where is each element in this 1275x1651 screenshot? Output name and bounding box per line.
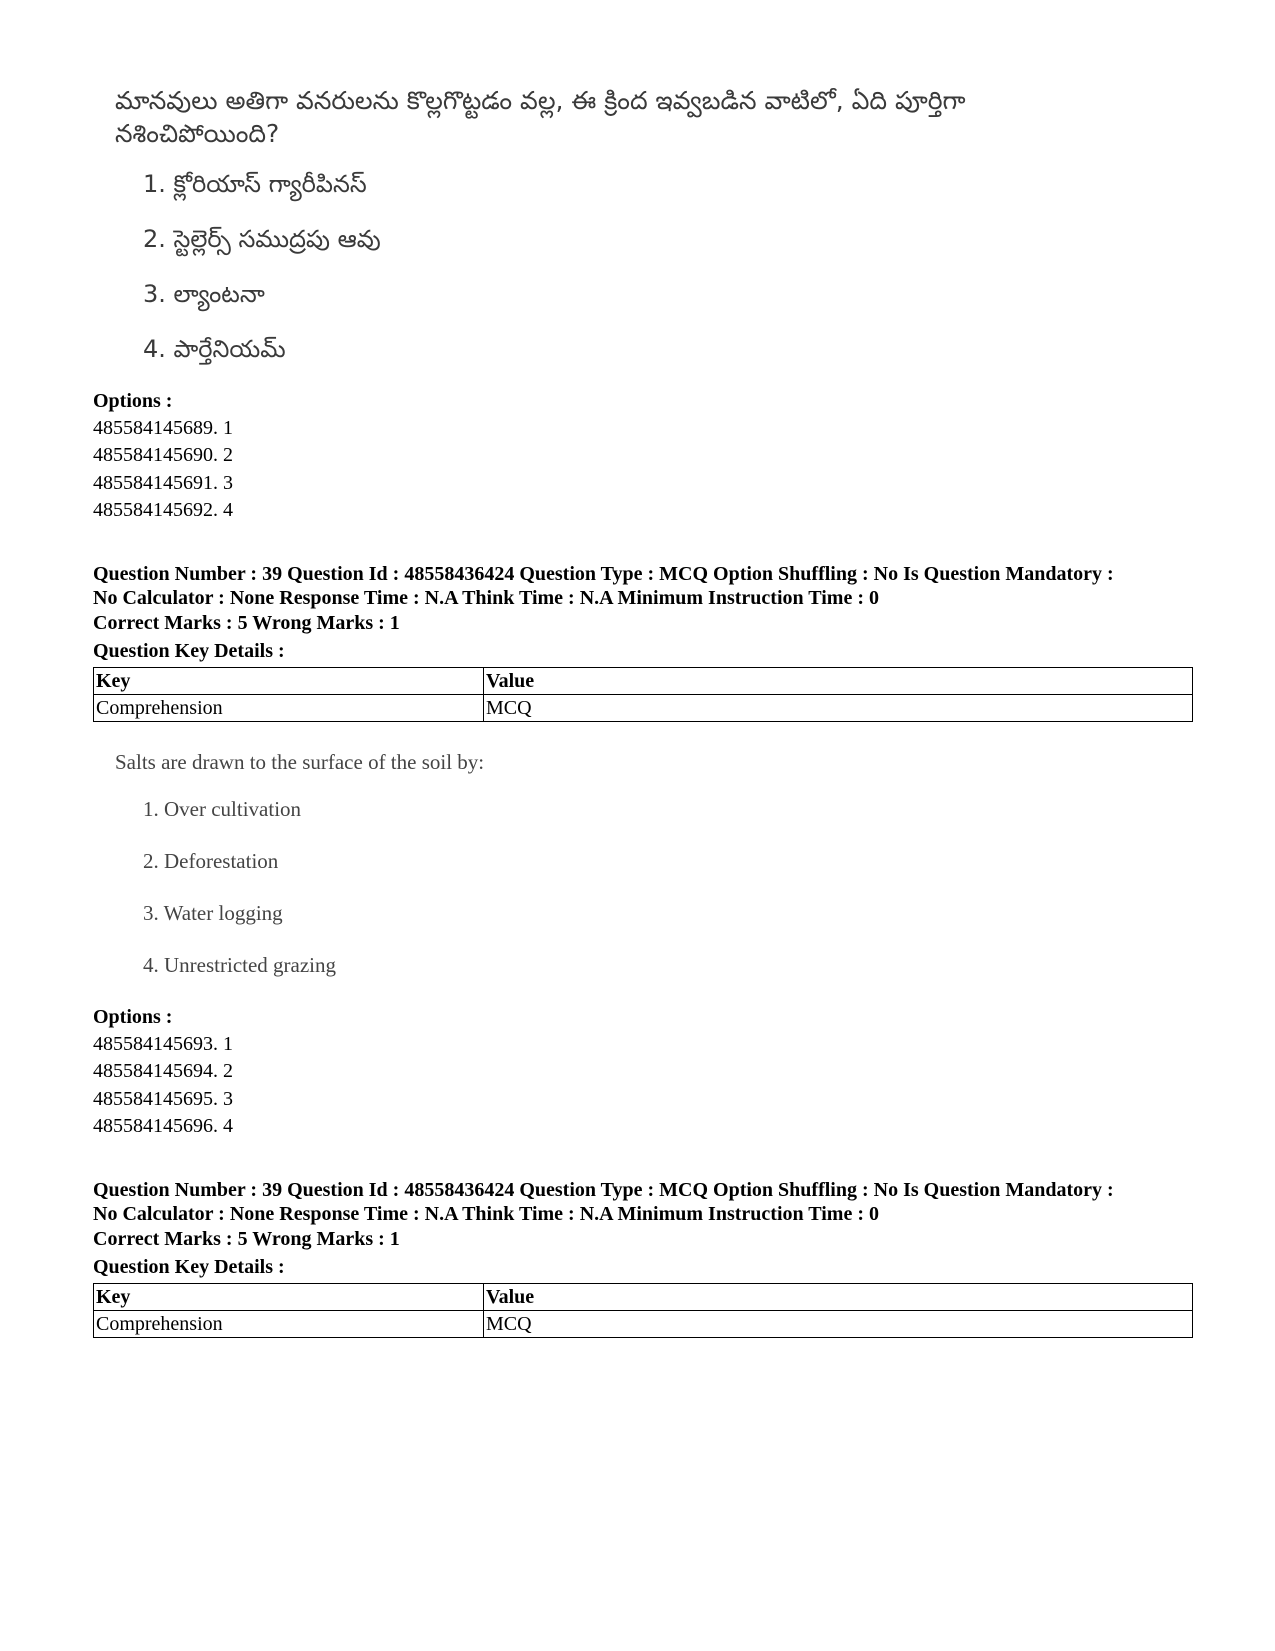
- table-header-key: Key: [94, 668, 484, 695]
- option-id-line: 485584145689. 1: [93, 417, 233, 439]
- option-id-line: 485584145690. 2: [93, 444, 233, 466]
- question-option-4: 4. Unrestricted grazing: [143, 953, 337, 977]
- table-cell-key: Comprehension: [94, 695, 484, 722]
- key-details-table: [93, 1283, 1193, 1338]
- option-id-line: 485584145691. 3: [93, 472, 233, 494]
- option-id-line: 485584145694. 2: [93, 1060, 233, 1082]
- question-image-telugu: [115, 84, 1015, 363]
- table-header-key: Key: [94, 1284, 484, 1311]
- question-stem: Salts are drawn to the surface of the soil by:: [115, 750, 485, 774]
- option-id-line: 485584145692. 4: [93, 499, 233, 521]
- question-meta-line-2: No Calculator : None Response Time : N.A Think Time : N.A Minimum Instruction Time : 0: [93, 1203, 879, 1225]
- marks-line: Correct Marks : 5 Wrong Marks : 1: [93, 612, 400, 634]
- question-option-2: 2. Deforestation: [143, 849, 279, 873]
- table-cell-key: Comprehension: [94, 1311, 484, 1338]
- key-details-table: [93, 667, 1193, 722]
- question-meta: [93, 562, 1193, 610]
- question-meta-line-1: Question Number : 39 Question Id : 48558436424 Question Type : MCQ Option Shuffling : No Is Question Mandatory :: [93, 563, 1114, 585]
- options-label: Options :: [93, 390, 173, 412]
- question-meta-line-2: No Calculator : None Response Time : N.A Think Time : N.A Minimum Instruction Time : 0: [93, 587, 879, 609]
- table-header-row: [94, 668, 1193, 695]
- question-option-4: 4. పార్తేనియమ్: [143, 335, 286, 363]
- key-details-label: Question Key Details :: [93, 1256, 285, 1278]
- question-meta-line-1: Question Number : 39 Question Id : 48558436424 Question Type : MCQ Option Shuffling : No Is Question Mandatory :: [93, 1179, 1114, 1201]
- question-option-3: 3. Water logging: [143, 901, 283, 925]
- question-stem: మానవులు అతిగా వనరులను కొల్లగొట్టడం వల్ల, ఈ క్రింద ఇవ్వబడిన వాటిలో, ఏది పూర్తిగా నశించిపోయింది?: [115, 86, 966, 148]
- option-id-line: 485584145695. 3: [93, 1088, 233, 1110]
- question-option-1: 1. Over cultivation: [143, 797, 302, 821]
- table-row: [94, 695, 1193, 722]
- table-header-row: [94, 1284, 1193, 1311]
- question-option-2: 2. స్టెల్లెర్స్ సముద్రపు ఆవు: [143, 225, 381, 253]
- table-header-value: Value: [484, 1284, 1193, 1311]
- question-option-1: 1. క్లోరియాస్ గ్యారీపినస్: [143, 170, 367, 198]
- options-label: Options :: [93, 1006, 173, 1028]
- option-id-line: 485584145693. 1: [93, 1033, 233, 1055]
- table-cell-value: MCQ: [484, 695, 1193, 722]
- question-meta: [93, 1178, 1193, 1226]
- table-header-value: Value: [484, 668, 1193, 695]
- option-id-line: 485584145696. 4: [93, 1115, 233, 1137]
- question-image-english: [115, 746, 1015, 977]
- question-option-3: 3. ల్యాంటనా: [143, 280, 265, 308]
- key-details-label: Question Key Details :: [93, 640, 285, 662]
- table-row: [94, 1311, 1193, 1338]
- marks-line: Correct Marks : 5 Wrong Marks : 1: [93, 1228, 400, 1250]
- table-cell-value: MCQ: [484, 1311, 1193, 1338]
